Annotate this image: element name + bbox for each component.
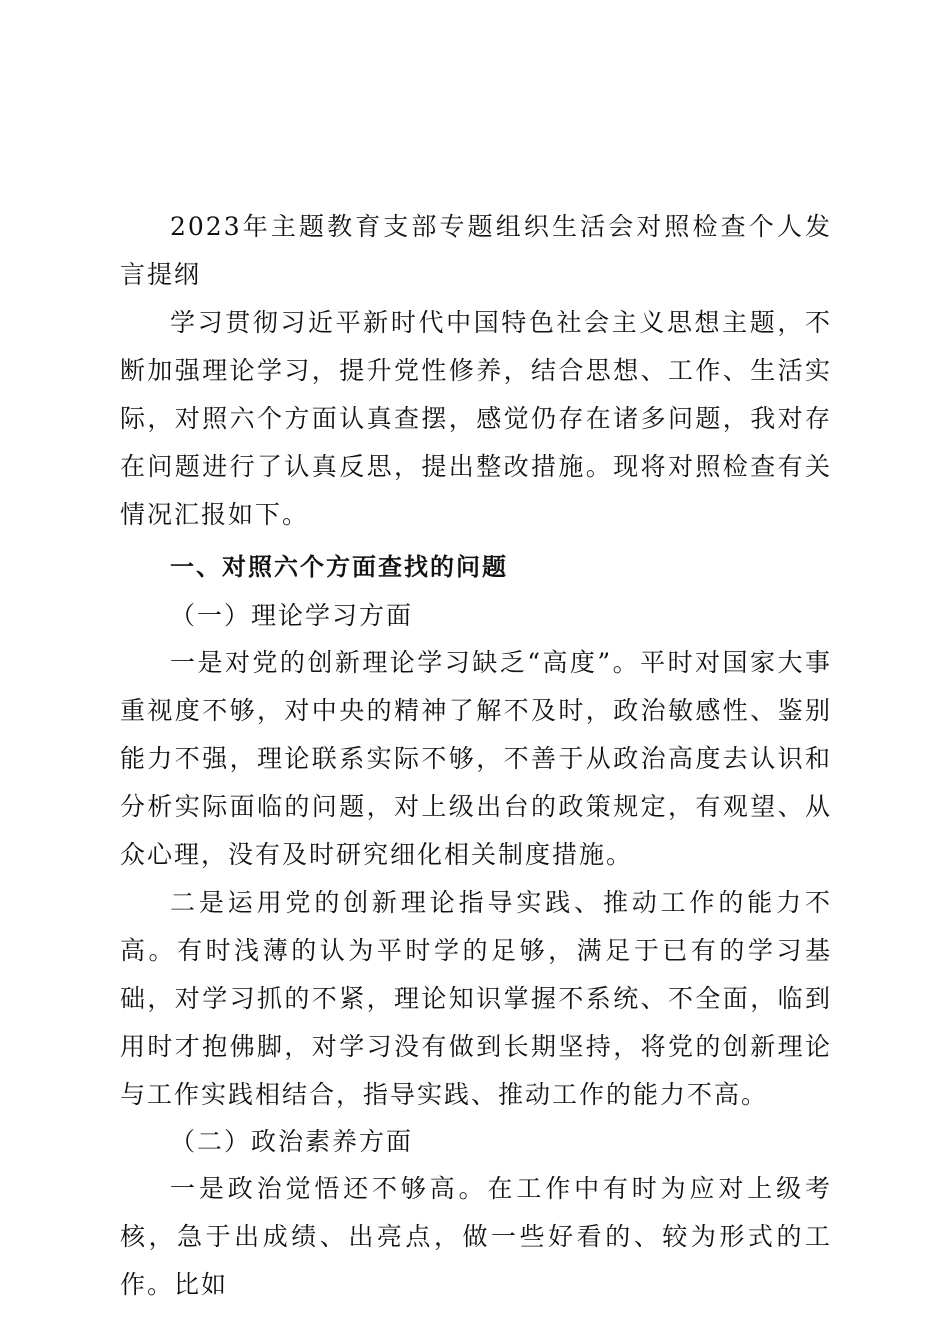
political-literacy-item-1: 一是政治觉悟还不够高。在工作中有时为应对上级考核，急于出成绩、出亮点，做一些好看的、较为形式的工作。比如	[120, 1174, 832, 1299]
subsection-heading-political-literacy: （二）政治素养方面	[170, 1127, 414, 1156]
intro-paragraph: 学习贯彻习近平新时代中国特色社会主义思想主题，不断加强理论学习，提升党性修养，结合思想、工作、生活实际，对照六个方面认真查摆，感觉仍存在诸多问题，我对存在问题进行了认真反思，提出整改措施。现将对照检查有关情况汇报如下。	[120, 308, 832, 529]
theory-study-item-2: 二是运用党的创新理论指导实践、推动工作的能力不高。有时浅薄的认为平时学的足够，满足于已有的学习基础，对学习抓的不紧，理论知识掌握不系统、不全面，临到用时才抱佛脚，对学习没有做到长期坚持，将党的创新理论与工作实践相结合，指导实践、推动工作的能力不高。	[120, 888, 832, 1109]
subsection-heading-theory-study: （一）理论学习方面	[170, 601, 414, 630]
document-body	[120, 203, 832, 1309]
theory-study-item-1: 一是对党的创新理论学习缺乏“高度”。平时对国家大事重视度不够，对中央的精神了解不及时，政治敏感性、鉴别能力不强，理论联系实际不够，不善于从政治高度去认识和分析实际面临的问题，对上级出台的政策规定，有观望、从众心理，没有及时研究细化相关制度措施。	[120, 648, 832, 869]
section-heading-problems: 一、对照六个方面查找的问题	[170, 553, 508, 581]
document-title: 2023年主题教育支部专题组织生活会对照检查个人发言提纲	[120, 212, 832, 289]
